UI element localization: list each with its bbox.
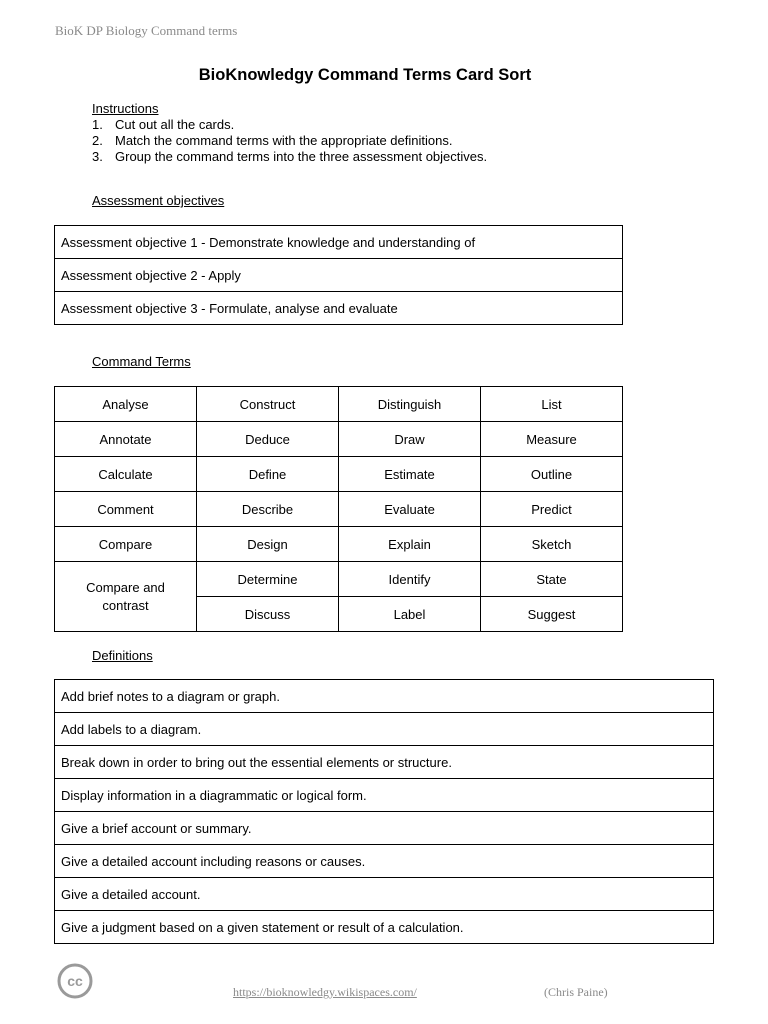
term-cell: Outline — [481, 457, 623, 492]
definition-cell: Give a brief account or summary. — [55, 812, 714, 845]
instructions-list — [92, 117, 487, 165]
term-cell: Suggest — [481, 597, 623, 632]
term-cell: Design — [197, 527, 339, 562]
term-cell: Describe — [197, 492, 339, 527]
table-row — [55, 680, 714, 713]
footer-author: (Chris Paine) — [544, 985, 608, 999]
table-row — [55, 259, 623, 292]
table-row — [55, 878, 714, 911]
term-cell: Deduce — [197, 422, 339, 457]
term-cell: Analyse — [55, 387, 197, 422]
table-row — [55, 746, 714, 779]
table-row — [55, 845, 714, 878]
page-title: BioKnowledgy Command Terms Card Sort — [198, 66, 532, 84]
definitions-table — [54, 679, 714, 944]
definition-cell: Break down in order to bring out the essential elements or structure. — [55, 746, 714, 779]
table-row — [55, 562, 623, 597]
term-cell: Measure — [481, 422, 623, 457]
assessment-objectives-table — [54, 225, 623, 325]
instruction-item: 2. Match the command terms with the appropriate definitions. — [92, 133, 453, 148]
table-row — [55, 713, 714, 746]
term-cell: Sketch — [481, 527, 623, 562]
definition-cell: Display information in a diagrammatic or logical form. — [55, 779, 714, 812]
command-terms-heading: Command Terms — [92, 354, 191, 369]
definition-cell: Give a detailed account including reasons or causes. — [55, 845, 714, 878]
term-cell: Compare — [55, 527, 197, 562]
table-row — [55, 779, 714, 812]
term-cell: Predict — [481, 492, 623, 527]
term-cell: Discuss — [197, 597, 339, 632]
table-row — [55, 226, 623, 259]
term-cell: State — [481, 562, 623, 597]
table-row — [55, 457, 623, 492]
page-header: BioK DP Biology Command terms — [55, 23, 238, 38]
term-cell: Label — [339, 597, 481, 632]
svg-text:cc: cc — [67, 973, 83, 989]
term-cell: Draw — [339, 422, 481, 457]
term-cell: Comment — [55, 492, 197, 527]
term-cell: Distinguish — [339, 387, 481, 422]
creative-commons-icon — [57, 963, 93, 999]
assessment-heading: Assessment objectives — [92, 193, 225, 208]
term-cell: List — [481, 387, 623, 422]
instructions-block — [92, 101, 487, 165]
term-cell-compare-and-contrast: Compare and contrast — [55, 562, 197, 632]
term-cell: Define — [197, 457, 339, 492]
term-cell: Identify — [339, 562, 481, 597]
footer-link[interactable]: https://bioknowledgy.wikispaces.com/ — [233, 985, 417, 999]
instruction-item: 1. Cut out all the cards. — [92, 117, 235, 132]
table-row — [55, 422, 623, 457]
definition-cell: Give a judgment based on a given statement or result of a calculation. — [55, 911, 714, 944]
term-cell: Explain — [339, 527, 481, 562]
term-cell: Estimate — [339, 457, 481, 492]
table-row — [55, 812, 714, 845]
assessment-objective-cell: Assessment objective 2 - Apply — [55, 259, 623, 292]
term-cell: Calculate — [55, 457, 197, 492]
term-cell: Evaluate — [339, 492, 481, 527]
table-row — [55, 387, 623, 422]
instruction-item: 3. Group the command terms into the three assessment objectives. — [92, 149, 488, 164]
command-terms-table — [54, 386, 623, 632]
term-cell: Determine — [197, 562, 339, 597]
term-cell: Annotate — [55, 422, 197, 457]
table-row — [55, 292, 623, 325]
definition-cell: Give a detailed account. — [55, 878, 714, 911]
assessment-objective-cell: Assessment objective 1 - Demonstrate knowledge and understanding of — [55, 226, 623, 259]
definition-cell: Add brief notes to a diagram or graph. — [55, 680, 714, 713]
table-row — [55, 527, 623, 562]
table-row — [55, 911, 714, 944]
definition-cell: Add labels to a diagram. — [55, 713, 714, 746]
assessment-objective-cell: Assessment objective 3 - Formulate, analyse and evaluate — [55, 292, 623, 325]
table-row — [55, 492, 623, 527]
term-cell: Construct — [197, 387, 339, 422]
definitions-heading: Definitions — [92, 648, 153, 663]
instructions-heading: Instructions — [92, 101, 159, 116]
